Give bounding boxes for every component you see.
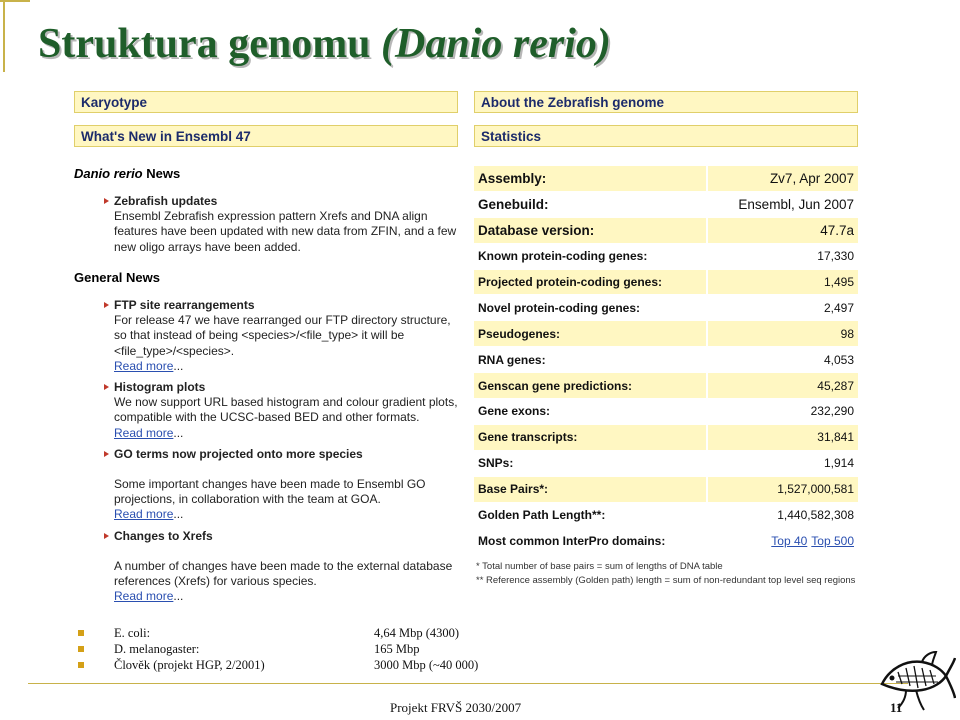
news-item-more <box>102 359 462 374</box>
general-news-list <box>102 298 462 604</box>
stat-label: Known protein-coding genes: <box>474 244 706 269</box>
whats-new-box[interactable]: What's New in Ensembl 47 <box>74 125 458 147</box>
table-row <box>474 528 858 554</box>
stat-label: Genebuild: <box>474 192 706 217</box>
stat-label: Projected protein-coding genes: <box>474 270 706 295</box>
stat-label: Gene transcripts: <box>474 425 706 450</box>
stat-label: Base Pairs*: <box>474 477 706 502</box>
about-genome-box[interactable]: About the Zebrafish genome <box>474 91 858 113</box>
footnote-golden-path: ** Reference assembly (Golden path) length = sum of non-redundant top level seq regions <box>476 575 856 587</box>
interpro-top40-link[interactable]: Top 40 <box>771 533 808 548</box>
title-species: (Danio rerio) <box>381 21 611 67</box>
stat-value: 1,440,582,308 <box>708 503 858 528</box>
danio-news-heading-species: Danio rerio <box>74 166 143 181</box>
bullet-square <box>78 662 84 668</box>
news-item-body: A number of changes have been made to the external database references (Xrefs) for various species. <box>114 558 453 589</box>
footer-project: Projekt FRVŠ 2030/2007 <box>390 700 522 715</box>
stat-value <box>708 528 858 553</box>
news-item-more <box>102 507 462 522</box>
news-item-title: Changes to Xrefs <box>102 529 462 544</box>
page-number: 11 <box>890 700 903 715</box>
organism-name: D. melanogaster: <box>114 642 200 656</box>
table-row <box>474 477 858 503</box>
genome-size-value: 4,64 Mbp (4300) <box>374 626 460 640</box>
table-row <box>474 321 858 347</box>
news-item-body: For release 47 we have rearranged our FTP directory structure, so that instead of being <species>/<file_type> it will be <file_type>/<species>. <box>114 313 451 358</box>
spacer <box>102 462 462 477</box>
bullet-square <box>78 630 84 636</box>
stat-label: SNPs: <box>474 451 706 476</box>
news-item-more <box>102 426 462 441</box>
table-row <box>474 270 858 296</box>
stat-label: RNA genes: <box>474 347 706 372</box>
stat-value: 17,330 <box>708 244 858 269</box>
stat-label: Assembly: <box>474 166 706 191</box>
table-row <box>474 244 858 270</box>
table-row <box>474 425 858 451</box>
ellipsis: ... <box>173 358 184 373</box>
footnote-base-pairs: * Total number of base pairs = sum of lengths of DNA table <box>476 561 723 573</box>
news-item-body: We now support URL based histogram and colour gradient plots, compatible with the UCSC-based BED and other formats. <box>114 395 458 425</box>
statistics-table <box>474 166 858 588</box>
news-item-title: GO terms now projected onto more species <box>102 447 462 462</box>
danio-news-heading-rest: News <box>142 166 181 181</box>
organism-name: E. coli: <box>114 626 151 640</box>
general-news-heading: General News <box>74 270 160 285</box>
read-more-link[interactable]: Read more <box>114 358 174 373</box>
news-item-body: Ensembl Zebrafish expression pattern Xrefs and DNA align features have been updated with new data from ZFIN, and a few new oligo arrays have been added. <box>114 209 457 254</box>
stat-label: Gene exons: <box>474 399 706 424</box>
news-item-title: FTP site rearrangements <box>102 298 462 313</box>
genome-size-value: 3000 Mbp (~40 000) <box>374 658 479 672</box>
stat-value: 45,287 <box>708 373 858 398</box>
table-row <box>474 347 858 373</box>
stat-label: Database version: <box>474 218 706 243</box>
danio-news-heading <box>74 166 180 181</box>
stats-footnote <box>474 560 858 588</box>
fish-logo-icon <box>876 640 956 716</box>
table-row <box>474 373 858 399</box>
stat-value: 1,495 <box>708 270 858 295</box>
ellipsis: ... <box>173 507 184 522</box>
stat-value: 232,290 <box>708 399 858 424</box>
table-row <box>474 451 858 477</box>
stat-label: Most common InterPro domains: <box>474 528 706 553</box>
table-row <box>474 399 858 425</box>
stat-label: Genscan gene predictions: <box>474 373 706 398</box>
ensembl-screenshot-panel <box>66 84 870 612</box>
organism-name: Člověk (projekt HGP, 2/2001) <box>114 658 265 672</box>
news-item-title: Histogram plots <box>102 380 462 395</box>
read-more-link[interactable]: Read more <box>114 425 174 440</box>
news-item-body: Some important changes have been made to Ensembl GO projections, in collaboration with the team at GOA. <box>114 477 426 507</box>
statistics-box[interactable]: Statistics <box>474 125 858 147</box>
read-more-link[interactable]: Read more <box>114 589 174 604</box>
stat-label: Pseudogenes: <box>474 321 706 346</box>
frame-left-line <box>3 0 5 72</box>
stat-value: 47.7a <box>708 218 858 243</box>
table-row <box>474 218 858 244</box>
stat-label: Novel protein-coding genes: <box>474 295 706 320</box>
genome-size-value: 165 Mbp <box>374 642 420 656</box>
stat-value: 1,527,000,581 <box>708 477 858 502</box>
table-row <box>474 166 858 192</box>
danio-news-list <box>102 194 462 255</box>
title-main: Struktura genomu <box>38 21 371 67</box>
stat-value: Ensembl, Jun 2007 <box>708 192 858 217</box>
bullet-square <box>78 646 84 652</box>
stat-value: 98 <box>708 321 858 346</box>
stat-value: 2,497 <box>708 295 858 320</box>
news-item-more <box>102 589 462 604</box>
stat-value: 1,914 <box>708 451 858 476</box>
footer-divider <box>28 683 908 684</box>
stat-value: 4,053 <box>708 347 858 372</box>
stat-value: Zv7, Apr 2007 <box>708 166 858 191</box>
spacer <box>102 544 462 559</box>
read-more-link[interactable]: Read more <box>114 507 174 522</box>
ellipsis: ... <box>173 589 184 604</box>
table-row <box>474 503 858 529</box>
news-item-title: Zebrafish updates <box>102 194 462 209</box>
stat-value: 31,841 <box>708 425 858 450</box>
karyotype-box[interactable]: Karyotype <box>74 91 458 113</box>
stat-label: Golden Path Length**: <box>474 503 706 528</box>
ellipsis: ... <box>173 425 184 440</box>
interpro-top500-link[interactable]: Top 500 <box>811 533 854 548</box>
slide-title <box>38 20 611 68</box>
table-row <box>474 295 858 321</box>
table-row <box>474 192 858 218</box>
